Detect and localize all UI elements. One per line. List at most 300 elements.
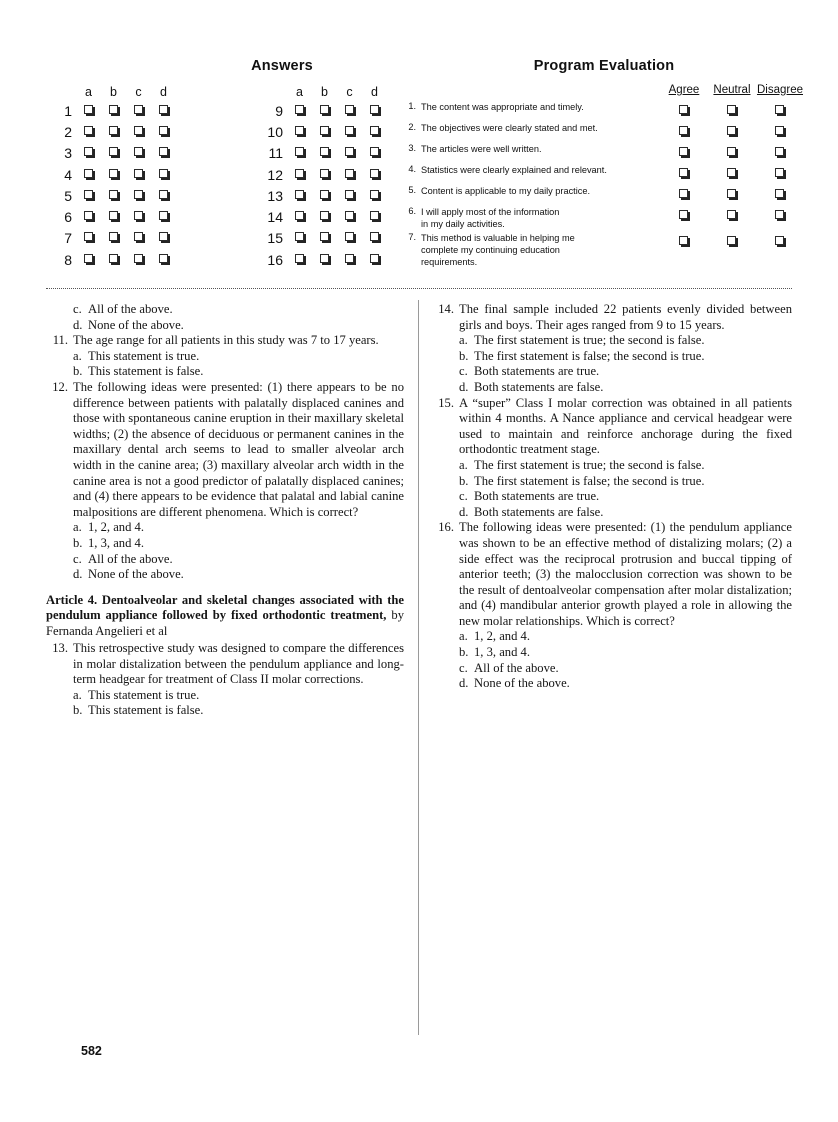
checkbox-icon[interactable] [159,190,168,199]
evaluation-checkbox-cell [708,163,756,184]
answer-row-number: 8 [64,251,72,268]
answer-checkbox-cell [126,100,151,121]
evaluation-row [404,121,804,142]
option-item[interactable] [73,567,404,583]
option-text: None of the above. [88,567,184,582]
evaluation-row [404,142,804,163]
checkbox-icon[interactable] [159,126,168,135]
checkbox-icon[interactable] [109,105,118,114]
answer-checkbox-cell [312,185,337,206]
checkbox-icon[interactable] [109,169,118,178]
checkbox-icon[interactable] [295,190,304,199]
answer-checkbox-cell [287,121,312,142]
checkbox-icon[interactable] [345,147,354,156]
checkbox-icon[interactable] [775,105,784,114]
checkbox-icon[interactable] [84,232,93,241]
question-text: The final sample included 22 patients evenly divided between girls and boys. Their ages ranged from 9 to 15 years. [459,302,792,332]
evaluation-table [404,83,804,269]
question-stem [46,333,404,349]
answer-checkbox-cell [76,143,101,164]
answer-col-header-d: d [371,85,378,99]
evaluation-checkbox-cell [756,100,804,121]
option-text: This statement is false. [88,364,204,379]
checkbox-icon[interactable] [159,169,168,178]
evaluation-checkbox-cell [756,231,804,269]
checkbox-icon[interactable] [775,210,784,219]
evaluation-checkbox-cell [660,100,708,121]
checkbox-icon[interactable] [345,105,354,114]
option-text: None of the above. [474,676,570,691]
option-item[interactable] [459,364,792,380]
option-text: The first statement is true; the second is false. [474,457,705,472]
answer-checkbox-cell [337,121,362,142]
checkbox-icon[interactable] [727,168,736,177]
checkbox-icon[interactable] [775,236,784,245]
option-item[interactable] [459,349,792,365]
checkbox-icon[interactable] [345,232,354,241]
option-text: 1, 3, and 4. [88,535,144,550]
answer-checkbox-cell [76,164,101,185]
answer-row [46,228,176,249]
answer-checkbox-cell [337,185,362,206]
answer-row [257,249,387,270]
answer-checkbox-cell [362,228,387,249]
checkbox-icon[interactable] [134,254,143,263]
evaluation-checkbox-cell [660,121,708,142]
answer-checkbox-cell [337,100,362,121]
dotted-separator [46,288,792,289]
answer-checkbox-cell [151,228,176,249]
evaluation-item-number: 3. [408,143,416,153]
option-letter: a. [73,520,82,535]
checkbox-icon[interactable] [727,236,736,245]
evaluation-checkbox-cell [756,184,804,205]
answer-number-header [46,84,76,100]
answer-checkbox-cell [151,121,176,142]
answer-row-number: 2 [64,123,72,140]
answer-row [257,228,387,249]
evaluation-checkbox-cell [708,184,756,205]
question-text: The age range for all patients in this study was 7 to 17 years. [73,333,379,348]
checkbox-icon[interactable] [109,126,118,135]
checkbox-icon[interactable] [370,126,379,135]
checkbox-icon[interactable] [295,169,304,178]
checkbox-icon[interactable] [159,232,168,241]
answer-checkbox-cell [362,185,387,206]
checkbox-icon[interactable] [775,147,784,156]
page-number: 582 [81,1044,102,1058]
answer-grid-container [46,84,396,270]
left-text-column [46,302,404,719]
answer-row-number: 13 [267,187,283,204]
checkbox-icon[interactable] [727,105,736,114]
checkbox-icon[interactable] [84,254,93,263]
answer-checkbox-cell [101,249,126,270]
evaluation-item-text: The content was appropriate and timely. [421,102,584,112]
answer-checkbox-cell [362,121,387,142]
option-item[interactable] [73,688,404,704]
checkbox-icon[interactable] [775,168,784,177]
answer-checkbox-cell [287,185,312,206]
checkbox-icon[interactable] [775,189,784,198]
answer-row [46,249,176,270]
answer-col-header-c: c [135,85,142,99]
answer-checkbox-cell [337,206,362,227]
option-letter: c. [73,551,82,566]
checkbox-icon[interactable] [109,232,118,241]
answer-row [46,100,176,121]
checkbox-icon[interactable] [295,147,304,156]
checkbox-icon[interactable] [370,254,379,263]
checkbox-icon[interactable] [320,105,329,114]
option-item[interactable] [459,458,792,474]
question-stem [432,302,792,333]
checkbox-icon[interactable] [345,211,354,220]
checkbox-icon[interactable] [295,211,304,220]
option-letter: a. [459,629,468,644]
option-letter: b. [459,348,469,363]
checkbox-icon[interactable] [84,211,93,220]
option-item[interactable] [73,536,404,552]
evaluation-checkbox-cell [708,121,756,142]
checkbox-icon[interactable] [345,169,354,178]
answer-header-row [46,84,176,100]
checkbox-icon[interactable] [679,236,688,245]
question-number: 11. [52,333,68,348]
checkbox-icon[interactable] [320,232,329,241]
evaluation-checkbox-cell [756,142,804,163]
answer-row [257,100,387,121]
checkbox-icon[interactable] [727,147,736,156]
answer-checkbox-cell [76,206,101,227]
question-13 [46,641,404,719]
checkbox-icon[interactable] [370,147,379,156]
answer-row-number: 12 [267,166,283,183]
checkbox-icon[interactable] [84,147,93,156]
option-item[interactable] [459,645,792,661]
answer-checkbox-cell [151,100,176,121]
checkbox-icon[interactable] [134,211,143,220]
checkbox-icon[interactable] [345,190,354,199]
checkbox-icon[interactable] [727,126,736,135]
checkbox-icon[interactable] [370,232,379,241]
evaluation-item-text: This method is valuable in helping me complete my continuing education requirements. [417,231,660,269]
answer-row [46,143,176,164]
option-text: All of the above. [474,660,559,675]
option-item[interactable] [73,364,404,380]
evaluation-col-header-neutral: Neutral [713,84,751,96]
answer-row-number: 3 [64,145,72,162]
question-12 [46,380,404,583]
option-letter: c. [459,364,468,379]
option-text: Both statements are false. [474,379,604,394]
evaluation-item-text: Statistics were clearly explained and relevant. [421,165,607,175]
answer-checkbox-cell [362,143,387,164]
answer-checkbox-cell [362,100,387,121]
checkbox-icon[interactable] [345,126,354,135]
answer-checkbox-cell [101,228,126,249]
answer-checkbox-cell [287,100,312,121]
evaluation-row [404,231,804,269]
checkbox-icon[interactable] [320,126,329,135]
option-letter: c. [459,660,468,675]
answer-checkbox-cell [126,121,151,142]
evaluation-checkbox-cell [660,231,708,269]
answer-row [257,164,387,185]
answer-row [257,185,387,206]
evaluation-header-row [404,83,804,100]
answer-checkbox-cell [287,164,312,185]
evaluation-item-number: 2. [408,122,416,132]
answers-title: Answers [251,58,313,74]
evaluation-item-number: 6. [408,206,416,216]
orphan-options-group [46,302,404,333]
evaluation-row [404,163,804,184]
question-text: This retrospective study was designed to compare the differences in molar distalization between the pendulum appliance and long-term headgear for treatment of Class II molar corrections. [73,640,404,687]
checkbox-icon[interactable] [84,190,93,199]
checkbox-icon[interactable] [109,147,118,156]
answer-checkbox-cell [312,100,337,121]
checkbox-icon[interactable] [320,211,329,220]
option-text: None of the above. [88,317,184,332]
question-stem [432,520,792,629]
option-item[interactable] [73,552,404,568]
answer-grid-left [46,84,176,270]
answer-checkbox-cell [126,164,151,185]
question-stem [432,396,792,458]
checkbox-icon[interactable] [320,190,329,199]
checkbox-icon[interactable] [159,254,168,263]
checkbox-icon[interactable] [370,211,379,220]
answer-checkbox-cell [101,143,126,164]
answer-checkbox-cell [362,206,387,227]
option-item[interactable] [73,520,404,536]
checkbox-icon[interactable] [679,210,688,219]
evaluation-item-number: 1. [408,101,416,111]
option-letter: a. [73,348,82,363]
answer-row-number: 7 [64,230,72,247]
question-number: 15. [438,395,454,410]
answers-section [46,58,396,270]
checkbox-icon[interactable] [320,147,329,156]
checkbox-icon[interactable] [134,190,143,199]
checkbox-icon[interactable] [84,169,93,178]
option-item[interactable] [459,333,792,349]
checkbox-icon[interactable] [109,211,118,220]
option-item[interactable] [459,380,792,396]
checkbox-icon[interactable] [679,105,688,114]
option-item[interactable] [73,703,404,719]
option-letter: d. [73,317,83,332]
checkbox-icon[interactable] [159,147,168,156]
evaluation-item-number: 4. [408,164,416,174]
checkbox-icon[interactable] [775,126,784,135]
answer-col-header-b: b [321,85,328,99]
answer-checkbox-cell [312,121,337,142]
checkbox-icon[interactable] [320,169,329,178]
question-number: 12. [52,379,68,394]
answer-checkbox-cell [101,206,126,227]
checkbox-icon[interactable] [109,190,118,199]
checkbox-icon[interactable] [679,147,688,156]
option-text: This statement is false. [88,703,204,718]
answer-checkbox-cell [287,249,312,270]
answer-row-number: 16 [267,251,283,268]
option-item[interactable] [73,318,404,334]
question-text: A “super” Class I molar correction was obtained in all patients within 4 months. A Nance appliance and cervical headgear were used to maintain and reinforce anchorage during the fixed orthodontic treatment stage. [459,395,792,457]
option-text: This statement is true. [88,348,200,363]
evaluation-item-number: 7. [408,232,416,243]
question-16 [432,520,792,692]
answer-checkbox-cell [76,185,101,206]
option-letter: b. [459,645,469,660]
option-letter: c. [459,489,468,504]
option-item[interactable] [459,629,792,645]
checkbox-icon[interactable] [134,147,143,156]
option-letter: c. [73,302,82,316]
checkbox-icon[interactable] [159,211,168,220]
evaluation-item-text-continuation: complete my continuing education [421,245,560,256]
question-text: The following ideas were presented: (1) the pendulum appliance was shown to be an effective method of distalizing molars; (2) a side effect was the reciprocal protrusion and buccal tipping of anterior teeth; (3) the malocclusion correction was shown to be the result of dentoalveolar compensation after molar distalization; and (4) mandibular anterior growth played a role in allowing the new molar relationships. Which is correct? [459,520,792,628]
answer-checkbox-cell [101,100,126,121]
option-letter: b. [73,703,83,718]
evaluation-col-header-agree: Agree [668,84,700,96]
option-letter: d. [459,676,469,691]
answer-checkbox-cell [126,249,151,270]
option-letter: d. [459,379,469,394]
checkbox-icon[interactable] [159,105,168,114]
evaluation-row [404,184,804,205]
question-number: 14. [438,302,454,316]
answer-checkbox-cell [151,249,176,270]
option-letter: d. [459,504,469,519]
option-item[interactable] [459,505,792,521]
option-text: Both statements are true. [474,489,600,504]
option-text: 1, 2, and 4. [474,629,530,644]
answer-checkbox-cell [76,249,101,270]
answer-row-number: 1 [64,102,72,119]
answer-row [46,185,176,206]
answer-checkbox-cell [362,164,387,185]
checkbox-icon[interactable] [727,210,736,219]
option-letter: a. [459,457,468,472]
evaluation-row [404,100,804,121]
answer-grid-right [257,84,387,270]
checkbox-icon[interactable] [109,254,118,263]
answer-row [46,164,176,185]
checkbox-icon[interactable] [134,126,143,135]
checkbox-icon[interactable] [84,126,93,135]
answer-row [46,121,176,142]
right-text-column [432,302,792,692]
evaluation-checkbox-cell [708,100,756,121]
option-item[interactable] [73,302,404,318]
column-divider [418,300,419,1035]
answer-checkbox-cell [337,143,362,164]
answer-checkbox-cell [76,100,101,121]
answer-checkbox-cell [126,228,151,249]
question-11 [46,333,404,380]
answer-checkbox-cell [312,206,337,227]
option-item[interactable] [459,489,792,505]
article-heading-bold: Article 4. Dentoalveolar and skeletal changes associated with the pendulum appliance followed by fixed orthodontic treatment, [46,592,404,623]
answer-checkbox-cell [312,164,337,185]
answer-checkbox-cell [287,206,312,227]
answer-checkbox-cell [312,143,337,164]
option-text: Both statements are false. [474,504,604,519]
answer-checkbox-cell [287,143,312,164]
answer-checkbox-cell [126,206,151,227]
checkbox-icon[interactable] [84,105,93,114]
question-number: 16. [438,520,454,535]
evaluation-checkbox-cell [708,205,756,231]
answer-checkbox-cell [101,185,126,206]
checkbox-icon[interactable] [727,189,736,198]
option-item[interactable] [73,349,404,365]
evaluation-item-text: Content is applicable to my daily practice. [421,186,591,196]
option-item[interactable] [459,474,792,490]
checkbox-icon[interactable] [679,189,688,198]
checkbox-icon[interactable] [295,105,304,114]
answer-col-header-a: a [85,85,92,99]
option-letter: a. [73,687,82,702]
option-letter: d. [73,567,83,582]
checkbox-icon[interactable] [295,232,304,241]
option-item[interactable] [459,676,792,692]
article-heading-authors: by Fernanda Angelieri et al [46,608,404,638]
checkbox-icon[interactable] [295,126,304,135]
checkbox-icon[interactable] [134,232,143,241]
answer-checkbox-cell [101,164,126,185]
answer-header-row [257,84,387,100]
checkbox-icon[interactable] [370,169,379,178]
program-evaluation-title: Program Evaluation [533,58,675,74]
answer-checkbox-cell [337,228,362,249]
checkbox-icon[interactable] [134,169,143,178]
option-text: Both statements are true. [474,364,600,379]
option-text: This statement is true. [88,687,200,702]
evaluation-checkbox-cell [708,231,756,269]
checkbox-icon[interactable] [370,190,379,199]
answer-col-header-d: d [160,85,167,99]
answer-row-number: 9 [275,102,283,119]
evaluation-item-text-continuation: in my daily activities. [421,219,505,230]
answer-checkbox-cell [312,249,337,270]
checkbox-icon[interactable] [345,254,354,263]
checkbox-icon[interactable] [679,168,688,177]
option-item[interactable] [459,661,792,677]
answer-row [257,206,387,227]
option-letter: b. [73,364,83,379]
option-letter: a. [459,333,468,348]
evaluation-row [404,205,804,231]
answer-row-number: 14 [267,209,283,226]
checkbox-icon[interactable] [320,254,329,263]
checkbox-icon[interactable] [679,126,688,135]
answer-checkbox-cell [337,164,362,185]
answer-row-number: 5 [64,187,72,204]
evaluation-checkbox-cell [708,142,756,163]
checkbox-icon[interactable] [295,254,304,263]
answer-checkbox-cell [151,185,176,206]
answer-checkbox-cell [312,228,337,249]
answer-row-number: 11 [268,145,283,162]
question-stem [46,380,404,520]
checkbox-icon[interactable] [370,105,379,114]
question-14 [432,302,792,396]
checkbox-icon[interactable] [134,105,143,114]
evaluation-item-text: The objectives were clearly stated and met. [421,123,598,133]
